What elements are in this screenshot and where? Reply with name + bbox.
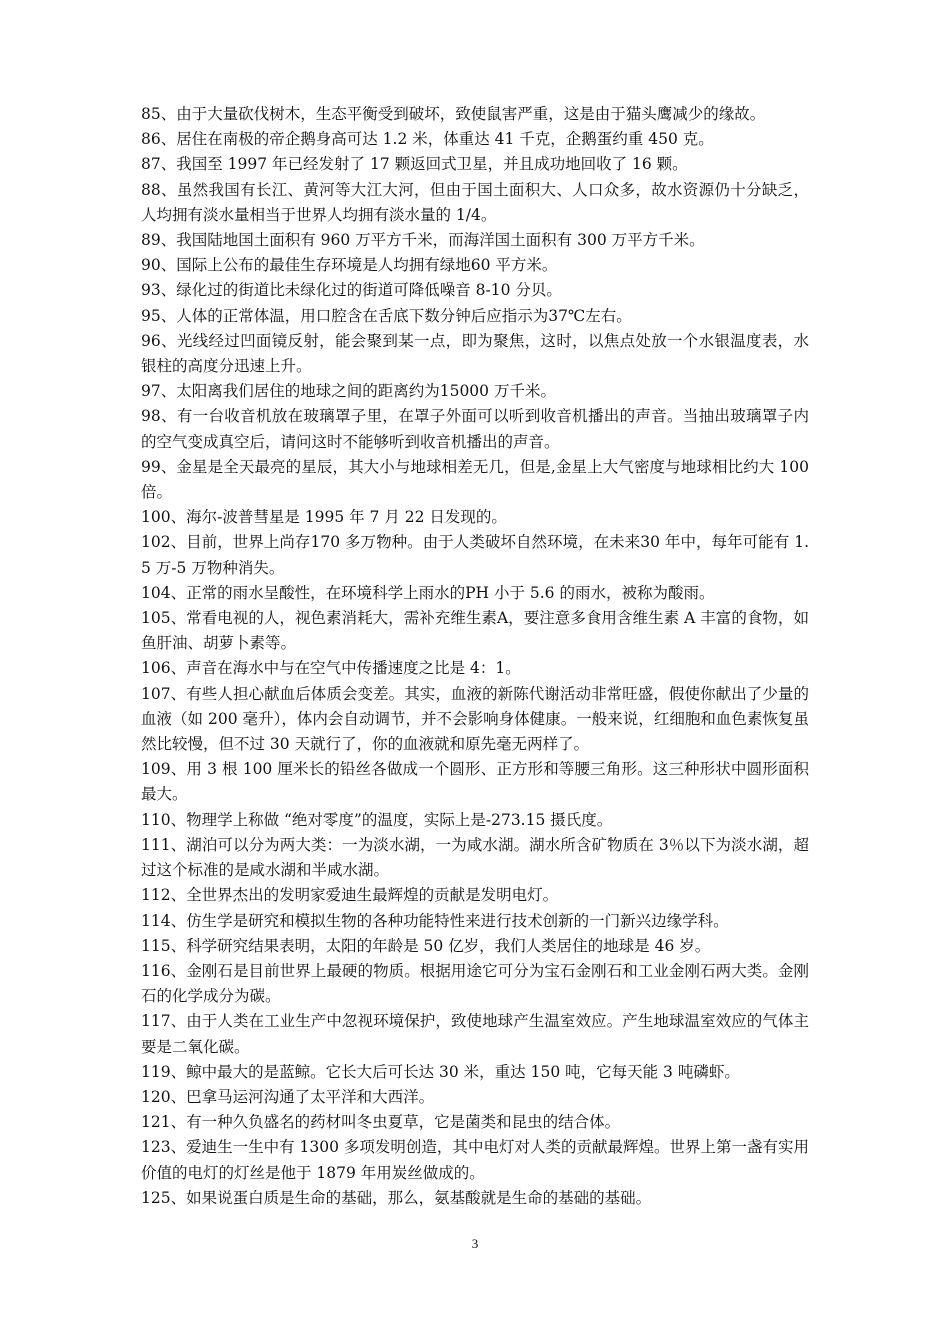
list-item: 114、仿生学是研究和模拟生物的各种功能特性来进行技术创新的一门新兴边缘学科。 — [141, 911, 729, 930]
document-body — [141, 102, 809, 1211]
list-item: 119、鲸中最大的是蓝鲸。它长大后可长达 30 米，重达 150 吨，它每天能 3 吨磷虾。 — [141, 1062, 740, 1081]
list-item: 89、我国陆地国土面积有 960 万平方千米，而海洋国土面积有 300 万平方千米。 — [141, 231, 705, 250]
list-item: 106、声音在海水中与在空气中传播速度之比是 4：1。 — [141, 659, 521, 678]
list-item: 99、金星是全天最亮的星辰，其大小与地球相差无几，但是,金星上大气密度与地球相比约大 100 倍。 — [141, 457, 809, 502]
list-item: 93、绿化过的街道比未绿化过的街道可降低噪音 8-10 分贝。 — [141, 281, 562, 300]
list-item: 102、目前，世界上尚存170 多万物种。由于人类破坏自然环境，在未来30 年中，每年可能有 1.5 万-5 万物种消失。 — [141, 533, 809, 577]
list-item: 116、金刚石是目前世界上最硬的物质。根据用途它可分为宝石金刚石和工业金刚石两大类。金刚石的化学成分为碳。 — [141, 961, 809, 1006]
list-item: 87、我国至 1997 年已经发射了 17 颗返回式卫星，并且成功地回收了 16 颗。 — [141, 155, 688, 174]
list-item: 104、正常的雨水呈酸性，在环境科学上雨水的PH 小于 5.6 的雨水，被称为酸雨。 — [141, 583, 715, 602]
list-item: 86、居住在南极的帝企鹅身高可达 1.2 米，体重达 41 千克，企鹅蛋约重 450 克。 — [141, 130, 714, 149]
list-item: 100、海尔-波普彗星是 1995 年 7 月 22 日发现的。 — [141, 508, 507, 527]
list-item: 107、有些人担心献血后体质会变差。其实，血液的新陈代谢活动非常旺盛，假使你献出了少量的血液（如 200 毫升），体内会自动调节，并不会影响身体健康。一般来说，红细胞和血色素恢复虽然比较慢，但不过 30 天就行了，你的血液就和原先毫无两样了。 — [141, 684, 809, 754]
list-item: 121、有一种久负盛名的药材叫冬虫夏草，它是菌类和昆虫的结合体。 — [141, 1113, 621, 1132]
list-item: 105、常看电视的人，视色素消耗大，需补充维生素A，要注意多食用含维生素 A 丰富的食物，如鱼肝油、胡萝卜素等。 — [141, 609, 809, 653]
list-item: 95、人体的正常体温，用口腔含在舌底下数分钟后应指示为37℃左右。 — [141, 306, 632, 325]
list-item: 125、如果说蛋白质是生命的基础，那么，氨基酸就是生命的基础的基础。 — [141, 1188, 652, 1207]
list-item: 111、湖泊可以分为两大类：一为淡水湖，一为咸水湖。湖水所含矿物质在 3％以下为淡水湖，超过这个标准的是咸水湖和半咸水湖。 — [141, 835, 809, 880]
list-item: 117、由于人类在工业生产中忽视环境保护，致使地球产生温室效应。产生地球温室效应的气体主要是二氧化碳。 — [141, 1012, 809, 1056]
list-item: 120、巴拿马运河沟通了太平洋和大西洋。 — [141, 1087, 435, 1106]
list-item: 96、光线经过凹面镜反射，能会聚到某一点，即为聚焦，这时，以焦点处放一个水银温度表，水银柱的高度分迅速上升。 — [141, 331, 809, 376]
list-item: 98、有一台收音机放在玻璃罩子里，在罩子外面可以听到收音机播出的声音。当抽出玻璃罩子内的空气变成真空后，请问这时不能够听到收音机播出的声音。 — [141, 407, 809, 451]
list-item: 123、爱迪生一生中有 1300 多项发明创造，其中电灯对人类的贡献最辉煌。世界上第一盏有实用价值的电灯的灯丝是他于 1879 年用炭丝做成的。 — [141, 1138, 809, 1182]
list-item: 112、全世界杰出的发明家爱迪生最辉煌的贡献是发明电灯。 — [141, 886, 559, 905]
list-item: 115、科学研究结果表明，太阳的年龄是 50 亿岁，我们人类居住的地球是 46 岁。 — [141, 936, 711, 955]
list-item: 109、用 3 根 100 厘米长的铅丝各做成一个圆形、正方形和等腰三角形。这三种形状中圆形面积最大。 — [141, 760, 809, 804]
list-item: 85、由于大量砍伐树木，生态平衡受到破坏，致使鼠害严重，这是由于猫头鹰减少的缘故。 — [141, 105, 766, 123]
page-number: 3 — [471, 1236, 479, 1251]
list-item: 110、物理学上称做 “绝对零度”的温度，实际上是-273.15 摄氏度。 — [141, 810, 613, 829]
list-item: 97、太阳离我们居住的地球之间的距离约为15000 万千米。 — [141, 382, 556, 401]
list-item: 90、国际上公布的最佳生存环境是人均拥有绿地60 平方米。 — [141, 256, 558, 275]
list-item: 88、虽然我国有长江、黄河等大江大河，但由于国土面积大、人口众多，故水资源仍十分缺乏，人均拥有淡水量相当于世界人均拥有淡水量的 1/4。 — [141, 180, 809, 224]
